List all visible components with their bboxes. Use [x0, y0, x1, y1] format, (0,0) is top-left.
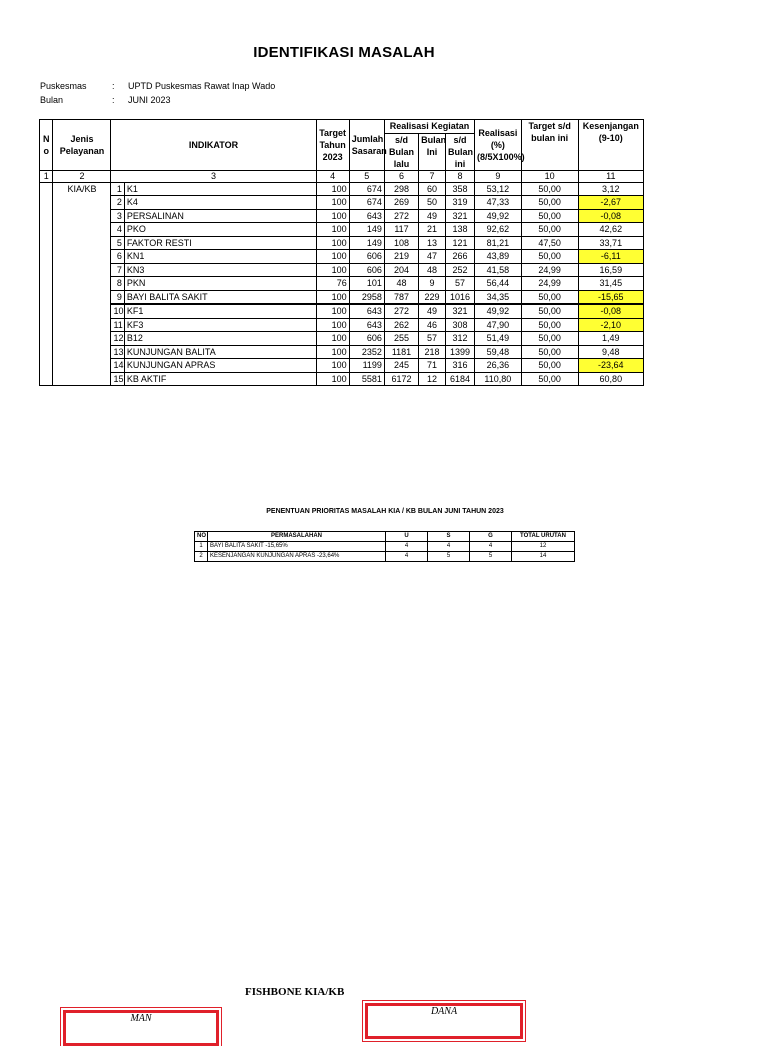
lalu-cell: 204	[384, 263, 418, 277]
row-no-cell	[40, 304, 53, 318]
target-cell: 76	[316, 277, 349, 291]
sdini-cell: 1016	[446, 290, 475, 304]
target-cell: 100	[316, 304, 349, 318]
ini-cell: 49	[419, 209, 446, 223]
lalu-cell: 255	[384, 332, 418, 346]
prio-header-no: NO	[195, 532, 208, 542]
indikator-cell: K4	[124, 196, 316, 210]
sasaran-cell: 2958	[349, 290, 384, 304]
ini-cell: 50	[419, 196, 446, 210]
ini-cell: 13	[419, 236, 446, 250]
table-row	[40, 290, 644, 304]
sdini-cell: 312	[446, 332, 475, 346]
jenis-cell	[53, 345, 111, 359]
indicator-table	[39, 119, 644, 386]
row-no-cell	[40, 250, 53, 264]
priority-row	[195, 552, 575, 562]
prio-header-g: G	[470, 532, 512, 542]
puskesmas-label: Puskesmas	[40, 81, 87, 91]
priority-no-cell: 2	[195, 552, 208, 562]
priority-s-cell: 5	[428, 552, 470, 562]
puskesmas-value: UPTD Puskesmas Rawat Inap Wado	[128, 81, 276, 91]
sasaran-cell: 643	[349, 304, 384, 318]
ini-cell: 46	[419, 318, 446, 332]
target-cell: 100	[316, 332, 349, 346]
sasaran-cell: 643	[349, 318, 384, 332]
sdini-cell: 121	[446, 236, 475, 250]
sdini-cell: 1399	[446, 345, 475, 359]
priority-total-cell: 14	[512, 552, 575, 562]
sdini-cell: 308	[446, 318, 475, 332]
sdini-cell: 319	[446, 196, 475, 210]
priority-total-cell: 12	[512, 542, 575, 552]
jenis-cell	[53, 359, 111, 373]
table-row	[40, 332, 644, 346]
indikator-cell: KUNJUNGAN APRAS	[124, 359, 316, 373]
priority-table	[194, 531, 575, 562]
target-cell: 100	[316, 359, 349, 373]
target-cell: 100	[316, 223, 349, 237]
row-number: 9	[111, 290, 124, 304]
sasaran-cell: 5581	[349, 372, 384, 386]
priority-masalah-cell: KESENJANGAN KUNJUNGAN APRAS -23,64%	[208, 552, 386, 562]
meta-bulan	[40, 95, 171, 105]
sdini-cell: 321	[446, 209, 475, 223]
tsd-cell: 50,00	[521, 304, 578, 318]
tsd-cell: 50,00	[521, 359, 578, 373]
row-no-cell	[40, 263, 53, 277]
sdini-cell: 321	[446, 304, 475, 318]
tsd-cell: 50,00	[521, 332, 578, 346]
lalu-cell: 262	[384, 318, 418, 332]
header-jenis: Jenis Pelayanan	[53, 120, 111, 171]
header-no: N o	[40, 120, 53, 171]
gap-cell: -0,08	[578, 304, 643, 318]
real-cell: 110,80	[475, 372, 522, 386]
tsd-cell: 50,00	[521, 372, 578, 386]
gap-cell: 42,62	[578, 223, 643, 237]
row-number: 12	[111, 332, 124, 346]
row-no-cell	[40, 318, 53, 332]
real-cell: 49,92	[475, 304, 522, 318]
sasaran-cell: 674	[349, 196, 384, 210]
sdini-cell: 6184	[446, 372, 475, 386]
lalu-cell: 1181	[384, 345, 418, 359]
target-cell: 100	[316, 209, 349, 223]
target-cell: 100	[316, 250, 349, 264]
ini-cell: 60	[419, 182, 446, 196]
indikator-cell: K1	[124, 182, 316, 196]
table-row	[40, 345, 644, 359]
sasaran-cell: 2352	[349, 345, 384, 359]
indikator-cell: PERSALINAN	[124, 209, 316, 223]
tsd-cell: 50,00	[521, 223, 578, 237]
prio-header-masalah: PERMASALAHAN	[208, 532, 386, 542]
tsd-cell: 50,00	[521, 290, 578, 304]
priority-row	[195, 542, 575, 552]
target-cell: 100	[316, 345, 349, 359]
ini-cell: 49	[419, 304, 446, 318]
bulan-label: Bulan	[40, 95, 64, 105]
real-cell: 81,21	[475, 236, 522, 250]
indikator-cell: BAYI BALITA SAKIT	[124, 290, 316, 304]
gap-cell: 33,71	[578, 236, 643, 250]
gap-cell: -23,64	[578, 359, 643, 373]
gap-cell: 9,48	[578, 345, 643, 359]
sdini-cell: 266	[446, 250, 475, 264]
target-cell: 100	[316, 290, 349, 304]
header-realisasi-group: Realisasi Kegiatan	[384, 120, 474, 134]
indikator-cell: KB AKTIF	[124, 372, 316, 386]
ini-cell: 57	[419, 332, 446, 346]
real-cell: 43,89	[475, 250, 522, 264]
table-row	[40, 182, 644, 196]
indikator-cell: KN1	[124, 250, 316, 264]
sasaran-cell: 101	[349, 277, 384, 291]
row-number: 10	[111, 304, 124, 318]
gap-cell: 60,80	[578, 372, 643, 386]
row-number: 15	[111, 372, 124, 386]
jenis-cell	[53, 236, 111, 250]
priority-u-cell: 4	[386, 542, 428, 552]
jenis-cell	[53, 209, 111, 223]
priority-g-cell: 5	[470, 552, 512, 562]
bulan-value: JUNI 2023	[128, 95, 171, 105]
header-target-sd: Target s/d bulan ini	[521, 120, 578, 171]
lalu-cell: 108	[384, 236, 418, 250]
sasaran-cell: 149	[349, 223, 384, 237]
priority-title: PENENTUAN PRIORITAS MASALAH KIA / KB BULAN JUNI TAHUN 2023	[266, 508, 504, 515]
column-number: 8	[446, 170, 475, 182]
gap-cell: -2,67	[578, 196, 643, 210]
column-number: 10	[521, 170, 578, 182]
priority-no-cell: 1	[195, 542, 208, 552]
tsd-cell: 24,99	[521, 263, 578, 277]
real-cell: 47,33	[475, 196, 522, 210]
indikator-cell: KF1	[124, 304, 316, 318]
jenis-cell	[53, 223, 111, 237]
column-number: 11	[578, 170, 643, 182]
row-number: 5	[111, 236, 124, 250]
gap-cell: -0,08	[578, 209, 643, 223]
row-number: 14	[111, 359, 124, 373]
target-cell: 100	[316, 236, 349, 250]
column-number-row	[40, 170, 644, 182]
real-cell: 51,49	[475, 332, 522, 346]
ini-cell: 21	[419, 223, 446, 237]
priority-masalah-cell: BAYI BALITA SAKIT -15,65%	[208, 542, 386, 552]
ini-cell: 12	[419, 372, 446, 386]
row-number: 7	[111, 263, 124, 277]
box-dana-label: DANA	[430, 1006, 458, 1017]
jenis-cell	[53, 318, 111, 332]
prio-header-s: S	[428, 532, 470, 542]
sasaran-cell: 674	[349, 182, 384, 196]
sasaran-cell: 1199	[349, 359, 384, 373]
real-cell: 92,62	[475, 223, 522, 237]
real-cell: 47,90	[475, 318, 522, 332]
tsd-cell: 50,00	[521, 182, 578, 196]
tsd-cell: 50,00	[521, 209, 578, 223]
row-number: 11	[111, 318, 124, 332]
row-no-cell	[40, 236, 53, 250]
table-row	[40, 236, 644, 250]
jenis-cell	[53, 290, 111, 304]
table-row	[40, 250, 644, 264]
header-target: Target Tahun 2023	[316, 120, 349, 171]
sdini-cell: 138	[446, 223, 475, 237]
indikator-cell: B12	[124, 332, 316, 346]
lalu-cell: 298	[384, 182, 418, 196]
gap-cell: 3,12	[578, 182, 643, 196]
row-number: 4	[111, 223, 124, 237]
row-no-cell	[40, 277, 53, 291]
row-number: 13	[111, 345, 124, 359]
page-title: IDENTIFIKASI MASALAH	[253, 44, 435, 61]
lalu-cell: 787	[384, 290, 418, 304]
table-row	[40, 223, 644, 237]
column-number: 2	[53, 170, 111, 182]
jenis-cell	[53, 196, 111, 210]
sdini-cell: 316	[446, 359, 475, 373]
gap-cell: -15,65	[578, 290, 643, 304]
row-no-cell	[40, 223, 53, 237]
jenis-cell: KIA/KB	[53, 182, 111, 196]
table-row	[40, 304, 644, 318]
indikator-cell: KF3	[124, 318, 316, 332]
column-number: 6	[384, 170, 418, 182]
row-no-cell	[40, 182, 53, 196]
row-number: 2	[111, 196, 124, 210]
header-sd-bulan-lalu: s/d Bulan lalu	[384, 133, 418, 170]
real-cell: 56,44	[475, 277, 522, 291]
indikator-cell: FAKTOR RESTI	[124, 236, 316, 250]
ini-cell: 47	[419, 250, 446, 264]
real-cell: 59,48	[475, 345, 522, 359]
jenis-cell	[53, 277, 111, 291]
table-row	[40, 209, 644, 223]
lalu-cell: 6172	[384, 372, 418, 386]
lalu-cell: 269	[384, 196, 418, 210]
header-kesenjangan: Kesenjangan (9-10)	[578, 120, 643, 171]
sdini-cell: 57	[446, 277, 475, 291]
tsd-cell: 50,00	[521, 345, 578, 359]
lalu-cell: 48	[384, 277, 418, 291]
sasaran-cell: 606	[349, 332, 384, 346]
tsd-cell: 50,00	[521, 250, 578, 264]
gap-cell: 1,49	[578, 332, 643, 346]
fishbone-box-man	[63, 1010, 219, 1046]
row-no-cell	[40, 332, 53, 346]
column-number: 9	[475, 170, 522, 182]
indikator-cell: PKN	[124, 277, 316, 291]
sasaran-cell: 643	[349, 209, 384, 223]
fishbone-box-dana	[365, 1003, 523, 1039]
target-cell: 100	[316, 372, 349, 386]
table-row	[40, 359, 644, 373]
table-row	[40, 263, 644, 277]
jenis-cell	[53, 250, 111, 264]
row-number: 6	[111, 250, 124, 264]
jenis-cell	[53, 304, 111, 318]
ini-cell: 71	[419, 359, 446, 373]
target-cell: 100	[316, 196, 349, 210]
column-number: 7	[419, 170, 446, 182]
real-cell: 41,58	[475, 263, 522, 277]
tsd-cell: 47,50	[521, 236, 578, 250]
meta-puskesmas	[40, 81, 275, 91]
sdini-cell: 358	[446, 182, 475, 196]
row-no-cell	[40, 290, 53, 304]
sdini-cell: 252	[446, 263, 475, 277]
real-cell: 53,12	[475, 182, 522, 196]
jenis-cell	[53, 372, 111, 386]
row-no-cell	[40, 209, 53, 223]
lalu-cell: 245	[384, 359, 418, 373]
real-cell: 26,36	[475, 359, 522, 373]
indikator-cell: PKO	[124, 223, 316, 237]
priority-u-cell: 4	[386, 552, 428, 562]
row-no-cell	[40, 196, 53, 210]
jenis-cell	[53, 263, 111, 277]
lalu-cell: 219	[384, 250, 418, 264]
ini-cell: 229	[419, 290, 446, 304]
ini-cell: 48	[419, 263, 446, 277]
header-jumlah: Jumlah Sasaran	[349, 120, 384, 171]
colon: :	[112, 81, 115, 91]
column-number: 4	[316, 170, 349, 182]
gap-cell: -2,10	[578, 318, 643, 332]
real-cell: 49,92	[475, 209, 522, 223]
indikator-cell: KUNJUNGAN BALITA	[124, 345, 316, 359]
table-row	[40, 318, 644, 332]
target-cell: 100	[316, 263, 349, 277]
tsd-cell: 50,00	[521, 318, 578, 332]
tsd-cell: 24,99	[521, 277, 578, 291]
fishbone-title: FISHBONE KIA/KB	[245, 986, 345, 998]
column-number: 1	[40, 170, 53, 182]
row-number: 3	[111, 209, 124, 223]
priority-s-cell: 4	[428, 542, 470, 552]
gap-cell: -6,11	[578, 250, 643, 264]
ini-cell: 218	[419, 345, 446, 359]
row-number: 1	[111, 182, 124, 196]
gap-cell: 16,59	[578, 263, 643, 277]
real-cell: 34,35	[475, 290, 522, 304]
gap-cell: 31,45	[578, 277, 643, 291]
lalu-cell: 117	[384, 223, 418, 237]
column-number: 5	[349, 170, 384, 182]
column-number: 3	[111, 170, 316, 182]
prio-header-u: U	[386, 532, 428, 542]
table-row	[40, 196, 644, 210]
target-cell: 100	[316, 182, 349, 196]
box-man-label: MAN	[130, 1013, 152, 1024]
colon: :	[112, 95, 115, 105]
header-realisasi-pct: Realisasi (%) (8/5X100%)	[475, 120, 522, 171]
row-number: 8	[111, 277, 124, 291]
row-no-cell	[40, 359, 53, 373]
lalu-cell: 272	[384, 209, 418, 223]
sasaran-cell: 606	[349, 250, 384, 264]
header-bulan-ini: Bulan Ini	[419, 133, 446, 170]
priority-g-cell: 4	[470, 542, 512, 552]
sasaran-cell: 149	[349, 236, 384, 250]
indikator-cell: KN3	[124, 263, 316, 277]
sasaran-cell: 606	[349, 263, 384, 277]
table-row	[40, 277, 644, 291]
lalu-cell: 272	[384, 304, 418, 318]
target-cell: 100	[316, 318, 349, 332]
header-sd-bulan-ini: s/d Bulan ini	[446, 133, 475, 170]
table-row	[40, 372, 644, 386]
jenis-cell	[53, 332, 111, 346]
ini-cell: 9	[419, 277, 446, 291]
tsd-cell: 50,00	[521, 196, 578, 210]
row-no-cell	[40, 372, 53, 386]
prio-header-total: TOTAL URUTAN	[512, 532, 575, 542]
header-indikator: INDIKATOR	[111, 120, 316, 171]
row-no-cell	[40, 345, 53, 359]
